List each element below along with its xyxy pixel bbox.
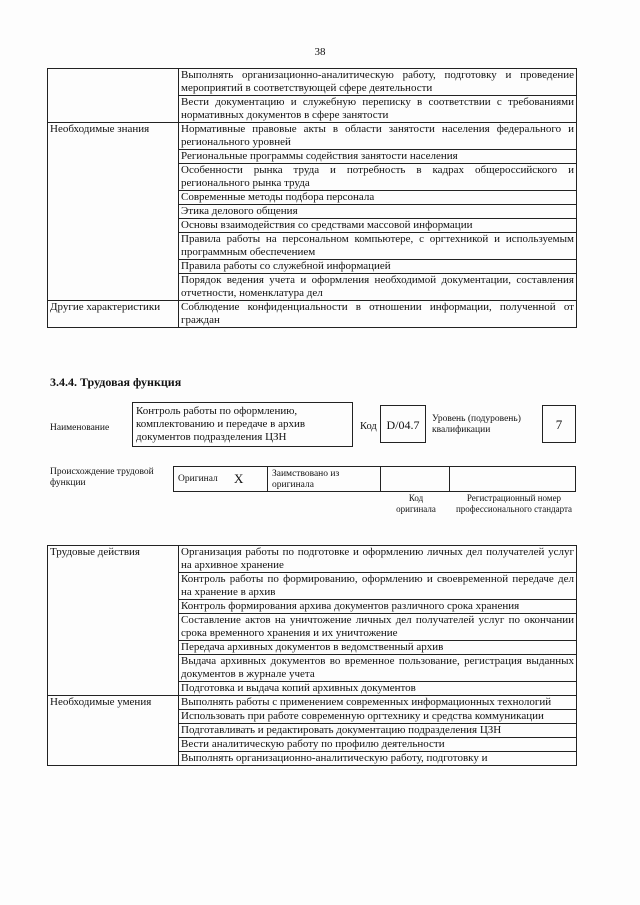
borrowed-label: Заимствовано из оригинала	[272, 469, 340, 490]
requirement-item: Региональные программы содействия занятости населения	[179, 150, 577, 164]
table-row	[48, 69, 577, 96]
requirement-item: Этика делового общения	[179, 205, 577, 219]
level-box	[542, 405, 576, 443]
origin-borrowed-cell	[267, 466, 381, 492]
requirement-item: Правила работы со служебной информацией	[179, 260, 577, 274]
origin-code-cell	[380, 466, 450, 492]
requirement-item: Особенности рынка труда и потребность в кадрах общероссийского и регионального рынка труда	[179, 164, 577, 191]
table-row	[48, 123, 577, 150]
requirement-item: Выдача архивных документов во временное пользование, регистрация выданных документов в журнале учета	[179, 655, 577, 682]
requirement-item: Составление актов на уничтожение личных дел получателей услуг по окончании срока временного хранения и их уничтожение	[179, 614, 577, 641]
requirement-item: Нормативные правовые акты в области занятости населения федерального и регионального уровней	[179, 123, 577, 150]
requirements-table-bottom	[47, 545, 577, 766]
requirement-item: Современные методы подбора персонала	[179, 191, 577, 205]
group-label	[48, 69, 179, 123]
function-code-value: D/04.7	[386, 418, 420, 432]
original-label: Оригинал	[178, 474, 218, 484]
name-label: Наименование	[50, 423, 110, 433]
origin-label: Происхождение трудовой функции	[50, 467, 154, 488]
requirement-item: Выполнять работы с применением современных информационных технологий	[179, 696, 577, 710]
requirement-item: Основы взаимодействия со средствами массовой информации	[179, 219, 577, 233]
function-code-box	[380, 405, 426, 443]
table-row	[48, 696, 577, 710]
requirement-item: Подготовка и выдача копий архивных документов	[179, 682, 577, 696]
requirement-item: Выполнять организационно-аналитическую работу, подготовку и	[179, 752, 577, 766]
function-name-value: Контроль работы по оформлению, комплектованию и передаче в архив документов подразделения ЦЗН	[136, 405, 306, 443]
code-label: Код	[360, 421, 377, 432]
code-caption: Код оригинала	[396, 493, 436, 514]
section-title: 3.4.4. Трудовая функция	[50, 375, 182, 389]
group-label: Другие характеристики	[48, 301, 179, 328]
group-label: Необходимые умения	[48, 696, 179, 766]
table-row	[48, 301, 577, 328]
level-value: 7	[555, 417, 563, 432]
reg-caption: Регистрационный номер профессионального стандарта	[455, 493, 573, 514]
origin-reg-cell	[449, 466, 576, 492]
group-label: Необходимые знания	[48, 123, 179, 301]
requirement-item: Выполнять организационно-аналитическую работу, подготовку и проведение мероприятий в соответствующей сфере деятельности	[179, 69, 577, 96]
origin-original-cell	[173, 466, 268, 492]
page-number: 38	[314, 46, 326, 58]
requirement-item: Контроль работы по формированию, оформлению и своевременной передаче дел на хранение в архив	[179, 573, 577, 600]
requirement-item: Правила работы на персональном компьютере, с оргтехникой и используемым программным обеспечением	[179, 233, 577, 260]
requirement-item: Порядок ведения учета и оформления необходимой документации, составления отчетности, номенклатура дел	[179, 274, 577, 301]
requirement-item: Вести аналитическую работу по профилю деятельности	[179, 738, 577, 752]
requirements-table-top	[47, 68, 577, 328]
requirement-item: Подготавливать и редактировать документацию подразделения ЦЗН	[179, 724, 577, 738]
requirement-item: Вести документацию и служебную переписку в соответствии с требованиями нормативных документов в сфере занятости	[179, 96, 577, 123]
requirement-item: Передача архивных документов в ведомственный архив	[179, 641, 577, 655]
requirement-item: Использовать при работе современную оргтехнику и средства коммуникации	[179, 710, 577, 724]
level-label: Уровень (подуровень) квалификации	[432, 414, 521, 435]
requirement-item: Соблюдение конфиденциальности в отношении информации, полученной от граждан	[179, 301, 577, 328]
original-mark: X	[234, 471, 244, 486]
function-name-box	[132, 402, 353, 447]
table-row	[48, 546, 577, 573]
requirement-item: Контроль формирования архива документов различного срока хранения	[179, 600, 577, 614]
group-label: Трудовые действия	[48, 546, 179, 696]
requirement-item: Организация работы по подготовке и оформлению личных дел получателей услуг на архивное хранение	[179, 546, 577, 573]
